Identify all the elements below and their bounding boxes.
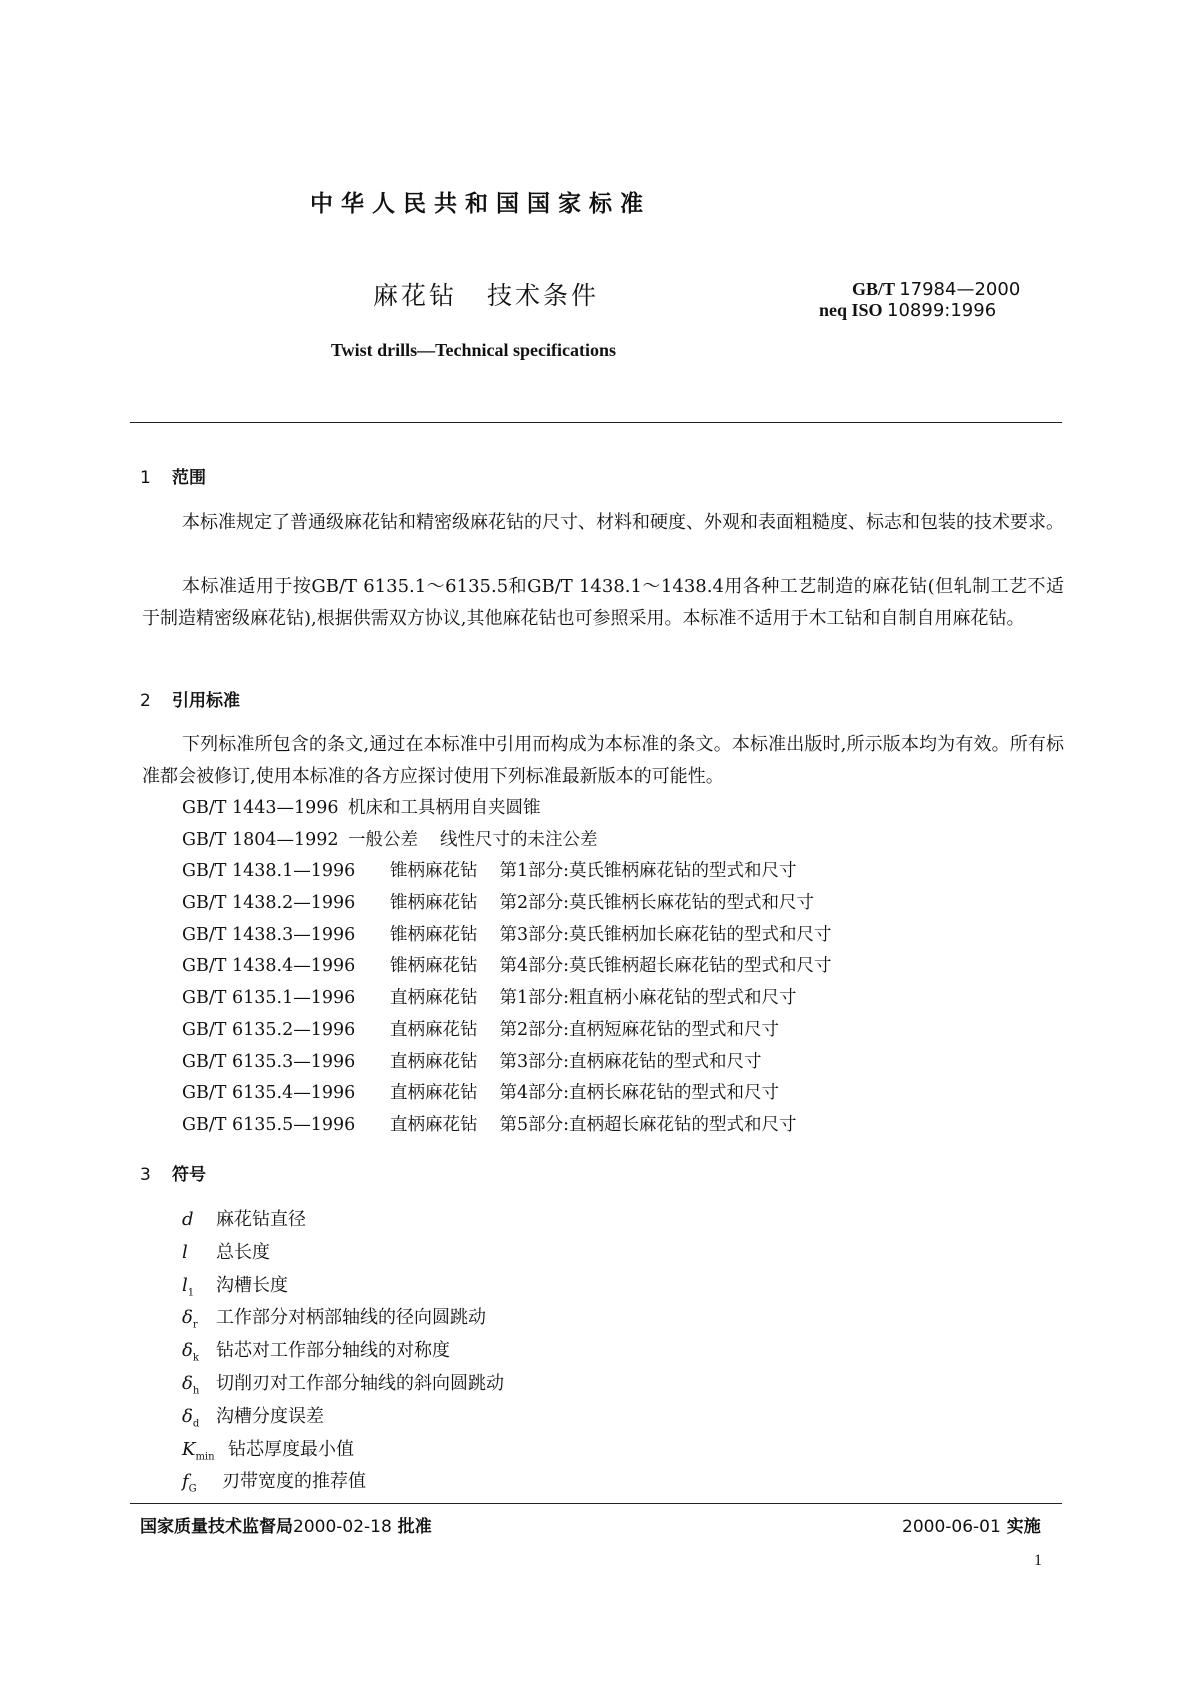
reference-item (182, 825, 832, 857)
reference-item (182, 951, 832, 983)
reference-code: GB/T 1438.4—1996 (182, 956, 356, 977)
symbol-description: 切削刃对工作部分轴线的斜向圆跳动 (216, 1372, 504, 1394)
symbol-description: 工作部分对柄部轴线的径向圆跳动 (216, 1307, 486, 1329)
reference-title: 直柄麻花钻 (390, 1019, 478, 1040)
reference-subtitle: 第1部分:粗直柄小麻花钻的型式和尺寸 (499, 988, 797, 1009)
references-intro: 下列标准所包含的条文,通过在本标准中引用而构成为本标准的条文。本标准出版时,所示版本均为有效。所有标准都会被修订,使用本标准的各方应探讨使用下列标准最新版本的可能性。 (142, 734, 1064, 787)
standard-number (852, 279, 1020, 300)
symbol: $f_G$ (182, 1471, 197, 1495)
section-heading-text: 符号 (172, 1165, 206, 1185)
approver: 国家质量技术监督局 (140, 1517, 293, 1537)
reference-code: GB/T 1438.2—1996 (182, 893, 356, 914)
reference-item (182, 793, 832, 825)
title-cn-part1: 麻花钻 (373, 281, 458, 310)
symbol-item (182, 1434, 504, 1467)
symbol-description: 钻芯对工作部分轴线的对称度 (216, 1340, 450, 1362)
symbol-item (182, 1368, 504, 1401)
equivalent-prefix: neq ISO (819, 300, 883, 320)
symbol: d (182, 1209, 194, 1230)
reference-code: GB/T 6135.4—1996 (182, 1083, 356, 1104)
standard-number-value: 17984—2000 (899, 279, 1021, 300)
reference-title: 锥柄麻花钻 (390, 956, 478, 977)
symbol-item (182, 1335, 504, 1368)
symbol: $K_{min}$ (182, 1438, 215, 1463)
effective-line (902, 1512, 1041, 1537)
section-number: 1 (140, 468, 151, 488)
reference-code: GB/T 6135.1—1996 (182, 988, 356, 1009)
reference-code: GB/T 6135.2—1996 (182, 1019, 356, 1040)
section-heading-references (140, 686, 240, 711)
symbol-description: 沟槽分度误差 (216, 1405, 324, 1427)
reference-title: 直柄麻花钻 (390, 1083, 478, 1104)
approve-date: 2000-02-18 (293, 1517, 392, 1537)
reference-title: 直柄麻花钻 (390, 1114, 478, 1135)
section-number: 3 (140, 1165, 151, 1185)
symbol-description: 麻花钻直径 (216, 1209, 306, 1230)
reference-title: 锥柄麻花钻 (390, 861, 478, 882)
symbol-item (182, 1401, 504, 1434)
equivalent-standard (819, 300, 996, 321)
section-number: 2 (140, 691, 151, 711)
section-heading-scope (140, 463, 206, 488)
reference-title: 机床和工具柄用自夹圆锥 (348, 798, 541, 818)
reference-code: GB/T 1438.3—1996 (182, 924, 356, 945)
reference-item (182, 1015, 832, 1047)
reference-subtitle: 第5部分:直柄超长麻花钻的型式和尺寸 (499, 1114, 797, 1135)
reference-title: 直柄麻花钻 (390, 1051, 478, 1072)
symbol-item (182, 1302, 504, 1335)
reference-item (182, 856, 832, 888)
symbol-item (182, 1466, 504, 1499)
document-title-cn (373, 276, 599, 312)
approve-label: 批准 (397, 1517, 432, 1537)
scope-paragraph-2: 本标准适用于按GB/T 6135.1～6135.5和GB/T 1438.1～1438.4用各种工艺制造的麻花钻(但轧制工艺不适于制造精密级麻花钻),根据供需双方协议,其他麻花钻也可参照采用。本标准不适用于木工钻和自制自用麻花钻。 (142, 576, 1064, 629)
reference-title: 直柄麻花钻 (390, 988, 478, 1009)
symbol-description: 刃带宽度的推荐值 (222, 1471, 366, 1493)
scope-paragraph-1: 本标准规定了普通级麻花钻和精密级麻花钻的尺寸、材料和硬度、外观和表面粗糙度、标志和包装的技术要求。 (182, 512, 1064, 533)
reference-title: 锥柄麻花钻 (390, 893, 478, 914)
approval-line (140, 1512, 432, 1537)
section-heading-symbols (140, 1160, 206, 1185)
reference-item (182, 1110, 832, 1142)
symbol-item (182, 1237, 504, 1270)
reference-code: GB/T 1804—1992 (182, 829, 339, 850)
section-heading-text: 范围 (172, 468, 206, 488)
header-divider (130, 422, 1062, 423)
reference-item (182, 1078, 832, 1110)
reference-subtitle: 第2部分:莫氏锥柄长麻花钻的型式和尺寸 (499, 893, 815, 914)
reference-subtitle: 线性尺寸的未注公差 (440, 829, 598, 850)
symbol: $\delta_r$ (182, 1307, 198, 1331)
reference-item (182, 983, 832, 1015)
effective-date: 2000-06-01 (902, 1517, 1001, 1537)
standard-prefix: GB/T (852, 279, 895, 299)
title-cn-part2: 技术条件 (487, 281, 600, 310)
symbol: $l_1$ (182, 1274, 195, 1299)
reference-code: GB/T 1438.1—1996 (182, 861, 356, 882)
reference-item (182, 920, 832, 952)
reference-list (182, 793, 832, 1142)
reference-subtitle: 第2部分:直柄短麻花钻的型式和尺寸 (499, 1019, 780, 1040)
effective-label: 实施 (1006, 1517, 1041, 1537)
reference-subtitle: 第1部分:莫氏锥柄麻花钻的型式和尺寸 (499, 861, 797, 882)
symbol: $\delta_h$ (182, 1372, 200, 1397)
footer-divider (130, 1503, 1062, 1504)
symbol-item (182, 1204, 504, 1237)
reference-code: GB/T 6135.5—1996 (182, 1114, 356, 1135)
reference-title: 一般公差 (348, 829, 418, 850)
symbol: l (182, 1241, 188, 1263)
reference-title: 锥柄麻花钻 (390, 924, 478, 945)
reference-code: GB/T 6135.3—1996 (182, 1051, 356, 1072)
symbol-description: 钻芯厚度最小值 (228, 1438, 354, 1460)
symbol-description: 总长度 (216, 1241, 270, 1263)
symbol: $\delta_d$ (182, 1405, 200, 1430)
symbol-item (182, 1270, 504, 1303)
reference-subtitle: 第4部分:直柄长麻花钻的型式和尺寸 (499, 1083, 780, 1104)
symbol: $\delta_k$ (182, 1340, 199, 1364)
reference-subtitle: 第3部分:莫氏锥柄加长麻花钻的型式和尺寸 (499, 924, 832, 945)
reference-item (182, 888, 832, 920)
reference-subtitle: 第4部分:莫氏锥柄超长麻花钻的型式和尺寸 (499, 956, 832, 977)
symbol-description: 沟槽长度 (216, 1274, 288, 1296)
section-heading-text: 引用标准 (172, 691, 240, 711)
document-title-en: Twist drills—Technical specifications (331, 340, 617, 360)
national-standard-title: 中华人民共和国国家标准 (310, 191, 651, 217)
page-number: 1 (1034, 1552, 1042, 1569)
reference-code: GB/T 1443—1996 (182, 798, 339, 818)
reference-item (182, 1047, 832, 1079)
symbol-list (182, 1204, 504, 1499)
equivalent-number-value: 10899:1996 (887, 300, 997, 321)
reference-subtitle: 第3部分:直柄麻花钻的型式和尺寸 (499, 1051, 762, 1072)
